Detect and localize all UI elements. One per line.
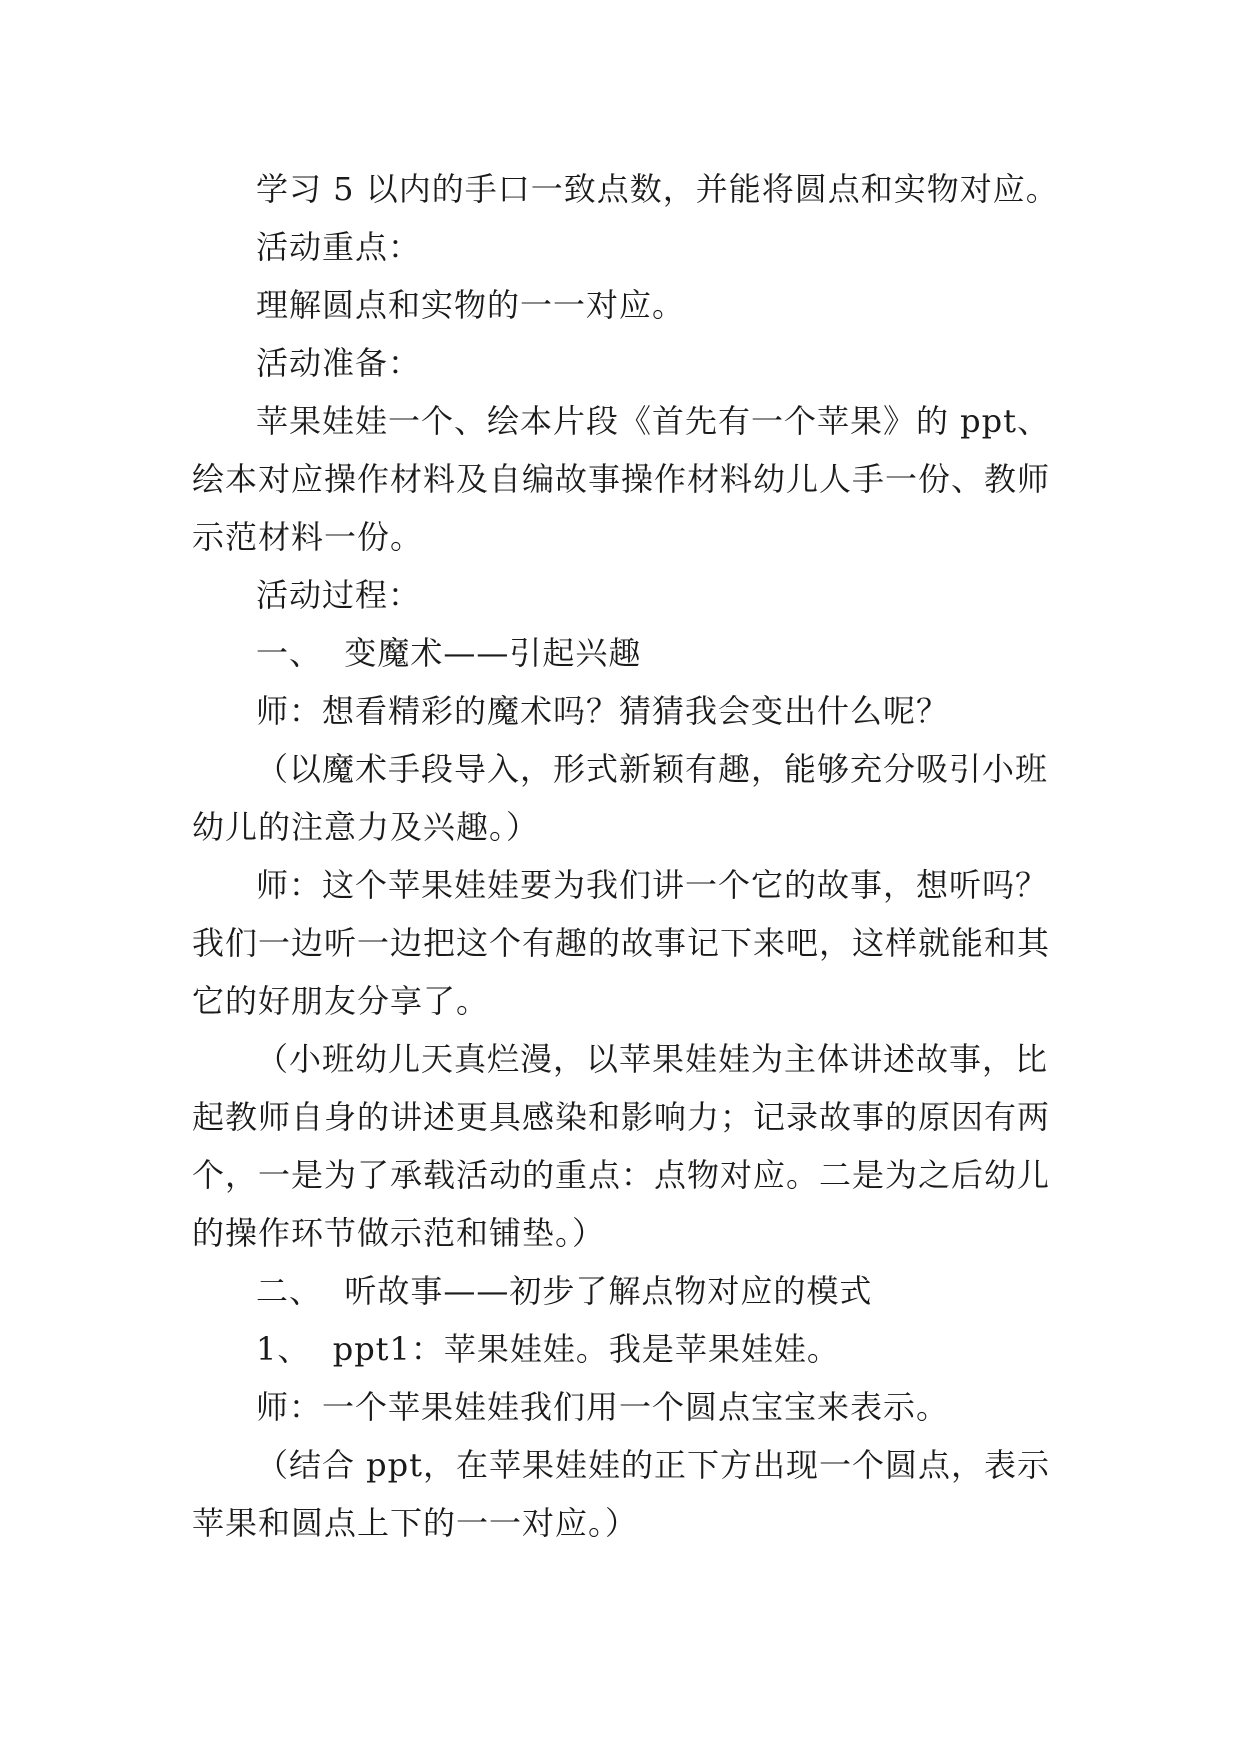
subsection-heading: 一、 变魔术——引起兴趣 [256, 634, 642, 672]
paragraph-line: 绘本对应操作材料及自编故事操作材料幼儿人手一份、教师 [192, 460, 1051, 498]
paragraph-line: （小班幼儿天真烂漫，以苹果娃娃为主体讲述故事，比 [256, 1040, 1049, 1078]
subsection-heading: 二、 听故事——初步了解点物对应的模式 [256, 1272, 873, 1310]
paragraph-line: 的操作环节做示范和铺垫。） [192, 1214, 606, 1252]
paragraph-line: 师：这个苹果娃娃要为我们讲一个它的故事，想听吗？ [256, 866, 1049, 904]
paragraph-line: 苹果和圆点上下的一一对应。） [192, 1504, 639, 1542]
paragraph-line: 理解圆点和实物的一一对应。 [256, 286, 686, 324]
paragraph-line: （以魔术手段导入，形式新颖有趣，能够充分吸引小班 [256, 750, 1049, 788]
paragraph-line: 学习 5 以内的手口一致点数，并能将圆点和实物对应。 [256, 170, 1059, 208]
section-heading: 活动过程： [256, 576, 422, 614]
section-heading: 活动准备： [256, 344, 422, 382]
paragraph-line: 幼儿的注意力及兴趣。） [192, 808, 540, 846]
section-heading: 活动重点： [256, 228, 422, 266]
document-body [192, 160, 1072, 1552]
paragraph-line: 1、 ppt1：苹果娃娃。我是苹果娃娃。 [256, 1330, 840, 1368]
paragraph-line: 师：一个苹果娃娃我们用一个圆点宝宝来表示。 [256, 1388, 950, 1426]
paragraph-line: 起教师自身的讲述更具感染和影响力；记录故事的原因有两 [192, 1098, 1051, 1136]
paragraph-line: 我们一边听一边把这个有趣的故事记下来吧，这样就能和其 [192, 924, 1051, 962]
paragraph-line: 它的好朋友分享了。 [192, 982, 490, 1020]
paragraph-line: 示范材料一份。 [192, 518, 424, 556]
paragraph-line: （结合 ppt，在苹果娃娃的正下方出现一个圆点，表示 [256, 1446, 1051, 1484]
paragraph-line: 个，一是为了承载活动的重点：点物对应。二是为之后幼儿 [192, 1156, 1051, 1194]
paragraph-line: 师：想看精彩的魔术吗？猜猜我会变出什么呢？ [256, 692, 950, 730]
paragraph-line: 苹果娃娃一个、绘本片段《首先有一个苹果》的 ppt、 [256, 402, 1051, 440]
